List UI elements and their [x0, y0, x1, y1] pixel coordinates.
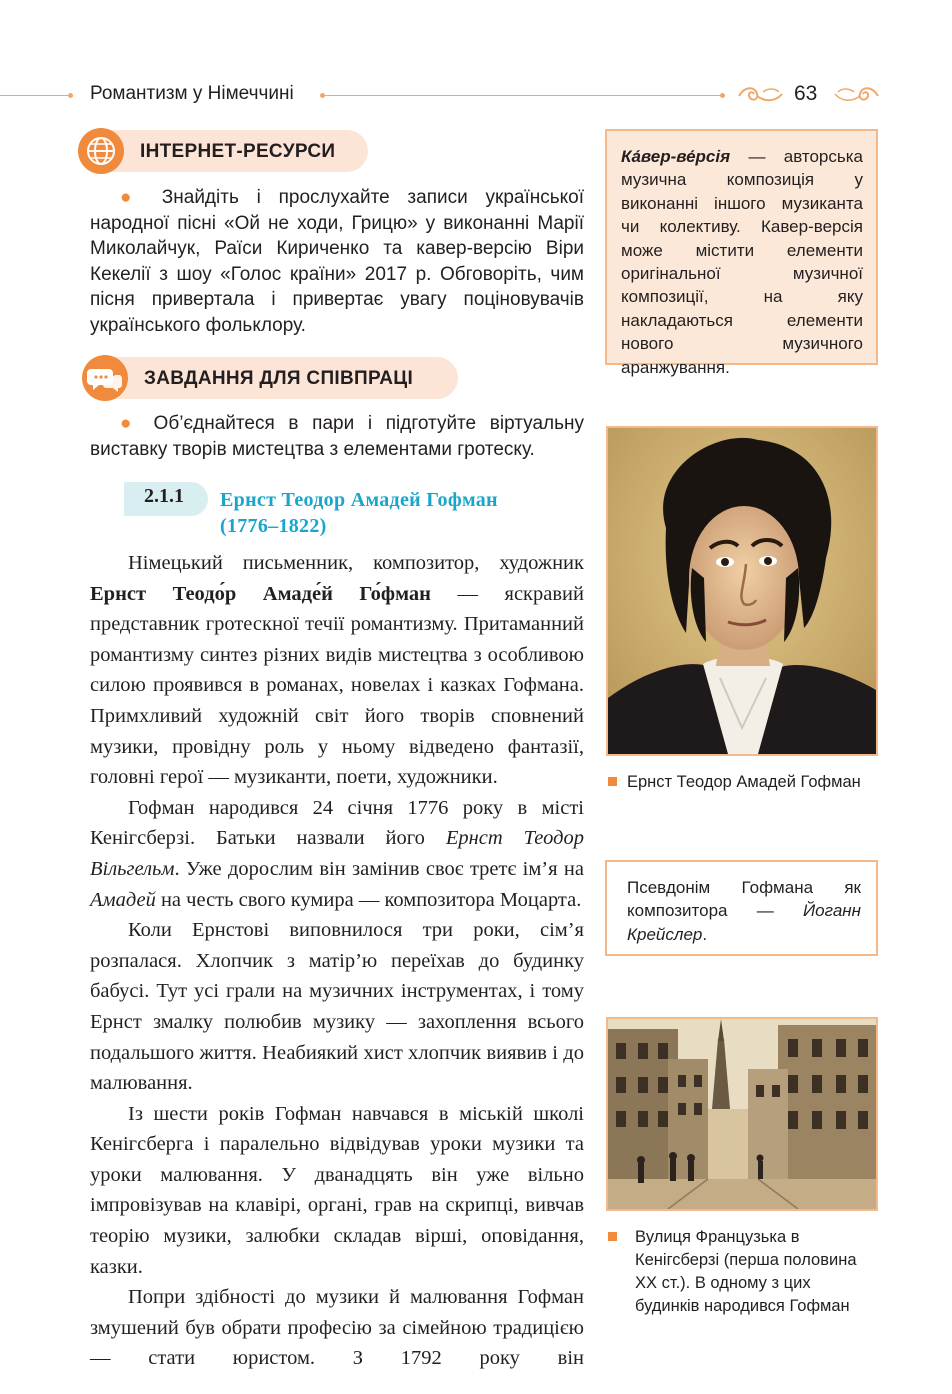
text-run: Гофман народився 24 січня 1776 року в місті Кенігсберзі. Батьки назвали його [90, 796, 584, 850]
text-run: Німецький письменник, композитор, художник [128, 552, 584, 574]
italic-name: Амадей [90, 888, 156, 911]
definition-text [621, 145, 863, 379]
italic-name: Ернст Теодор Вільгельм [90, 827, 584, 880]
header-dot [720, 93, 725, 98]
definition-box [605, 129, 878, 377]
body-text [90, 548, 584, 1374]
caption-marker-icon [608, 777, 617, 786]
pseudonym-text [627, 876, 861, 946]
ornament-left-icon [735, 84, 785, 106]
subsection-title-line2: (1776–1822) [220, 515, 327, 537]
bold-name: Ернст Теодо́р Амаде́й Го́фман [90, 582, 431, 605]
portrait-image [606, 426, 878, 756]
caption-marker-icon [608, 1232, 617, 1241]
text-run: Псевдонім Гофмана як композитора — [627, 878, 861, 921]
paragraph [90, 548, 584, 793]
section-title-cooperation: ЗАВДАННЯ ДЛЯ СПІВПРАЦІ [144, 368, 414, 389]
globe-icon [78, 128, 124, 174]
chapter-title: Романтизм у Німеччині [90, 83, 294, 104]
header-rule-left [0, 95, 70, 96]
header-dot [68, 93, 73, 98]
header-rule-middle [322, 95, 722, 96]
bullet-icon: ● [120, 187, 144, 208]
text-run: . [702, 924, 708, 944]
pseudonym-name: Йоганн Крейслер [627, 901, 861, 944]
section-title-internet: ІНТЕРНЕТ-РЕСУРСИ [140, 141, 336, 162]
subsection-title [220, 487, 498, 539]
subsection-title-line1: Ернст Теодор Амадей Гофман [220, 489, 498, 511]
definition-term: Ка́вер-ве́рсія [621, 147, 731, 166]
text-run: — яскравий представник гротескної течії романтизму. Притаманний романтизму синтез різних видів мистецтва з особливою силою проявився в романах, новелах і казках Гофмана. Примхливий художній світ його творів сповнений музики, провідну роль у ньому відведено фантазії, головні герої — музиканти, поети, художники. [90, 582, 584, 789]
cooperation-task: Об’єднайтеся в пари і підготуйте віртуальну виставку творів мистецтва з елементами гротеску. [90, 413, 584, 460]
text-run: на честь свого кумира — композитора Моцарта. [155, 888, 582, 911]
caption-text: Ернст Теодор Амадей Гофман [627, 773, 861, 791]
chat-bubbles-icon [82, 355, 128, 401]
page-number: 63 [794, 82, 818, 105]
street-photo [606, 1017, 878, 1211]
paragraph: Коли Ернстові виповнилося три роки, сім’я розпалася. Хлопчик з матір’ю переїхав до будинку бабусі. Тут усі грали на музичних інструментах, і тому Ернст змалку полюбив музику — захоплення всього подальшого життя. Неабиякий хист хлопчик виявив і до малювання. [90, 919, 584, 1095]
portrait-caption [608, 771, 888, 794]
street-caption [608, 1226, 876, 1318]
caption-text: Вулиця Французька в Кенігсберзі (перша половина XX ст.). В одному з цих будинків народився Гофман [635, 1228, 857, 1315]
text-run: . Уже дорослим він замінив своє третє ім’я на [174, 857, 584, 880]
internet-task: Знайдіть і прослухайте записи української народної пісні «Ой не ходи, Грицю» у виконанні Марії Миколайчук, Раїси Кириченко та кавер-версію Віри Кекелії з шоу «Голос країни» 2017 р. Обговоріть, чим пісня привертала і привертає увагу поціновувачів українського фольклору. [90, 187, 584, 336]
definition-body: — авторська музична композиція у виконанні іншого музиканта чи колективу. Кавер-версія може містити елементи оригінальної музичної композиції, на яку накладаються елементи нового музичного аранжування. [621, 147, 863, 377]
ornament-right-icon [832, 84, 882, 106]
paragraph: Із шести років Гофман навчався в міській школі Кенігсберга і паралельно відвідував уроки музики та уроки малювання. У дванадцять він уже вільно імпровізував на клавірі, органі, грав на скрипці, вивчав теорію музики, залюбки складав вірші, оповідання, казки. [90, 1102, 584, 1278]
subsection-number: 2.1.1 [144, 485, 184, 507]
paragraph [90, 793, 584, 915]
pseudonym-box [605, 860, 878, 956]
cooperation-task-text [90, 411, 584, 462]
paragraph: Попри здібності до музики й малювання Гофман змушений був обрати професію за сімейною традицією — стати юристом. З 1792 року він [90, 1286, 584, 1370]
bullet-icon: ● [120, 413, 140, 434]
internet-task-text [90, 185, 584, 338]
